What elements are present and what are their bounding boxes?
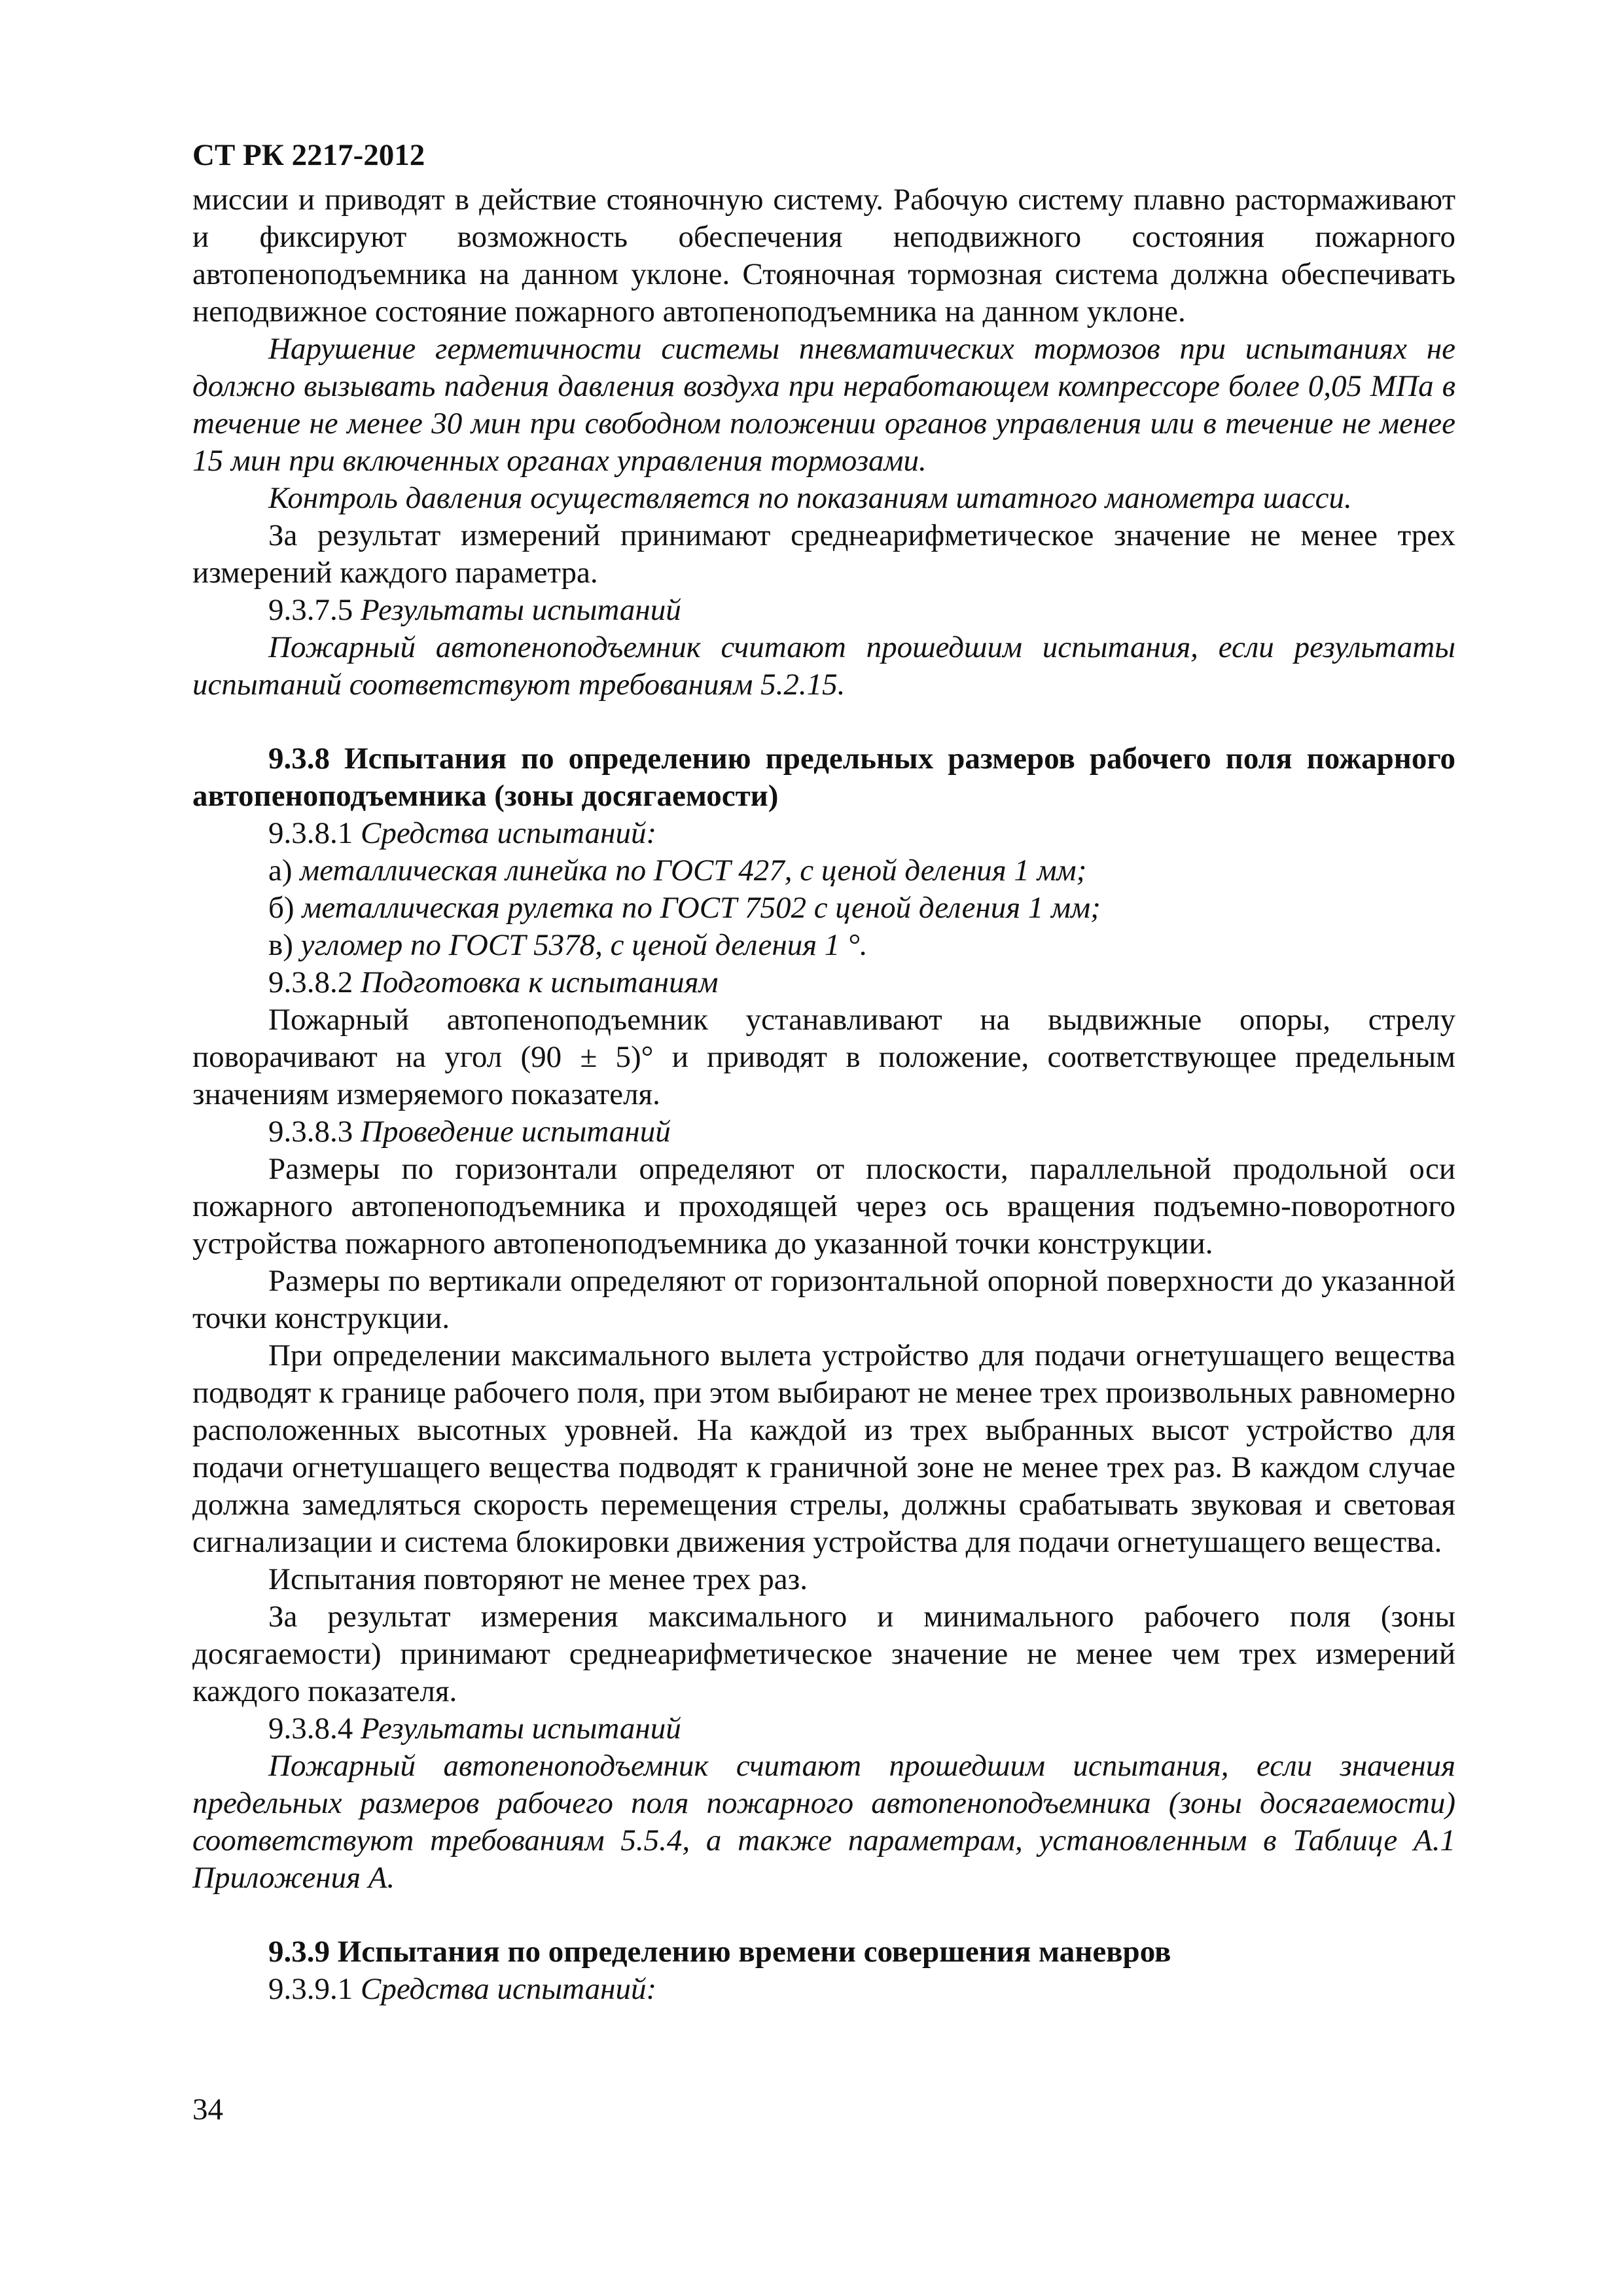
subsection-title: Подготовка к испытаниям [361, 965, 719, 999]
document-page [192, 134, 1455, 2008]
list-marker: б) [268, 891, 302, 925]
paragraph-max-reach: При определении максимального вылета устройство для подачи огнетушащего вещества подводят к границе рабочего поля, при этом выбирают не менее трех произвольных равномерно расположенных высотных уровней. На каждой из трех выбранных высот устройство для подачи огнетушащего вещества подводят к граничной зоне не менее трех раз. В каждом случае должна замедляться скорость перемещения стрелы, должны срабатывать звуковая и световая сигнализации и система блокировки движения устройства для подачи огнетушащего вещества. [192, 1338, 1455, 1559]
subsection-number: 9.3.8.4 [268, 1712, 361, 1746]
subsection-number: 9.3.8.1 [268, 816, 361, 850]
paragraph-vertical-dimensions: Размеры по вертикали определяют от горизонтальной опорной поверхности до указанной точки конструкции. [192, 1264, 1455, 1335]
paragraph-test-results-9-3-8-4: Пожарный автопеноподъемник считают прошедшим испытания, если значения предельных размеров рабочего поля пожарного автопеноподъемника (зоны досягаемости) соответствуют требованиям 5.5.4, а также параметрам, установленным в Таблице А.1 Приложения А. [192, 1749, 1455, 1895]
subsection-number: 9.3.9.1 [268, 1972, 361, 2006]
subsection-9-3-8-2 [192, 964, 1455, 1001]
paragraph-repeat-tests: Испытания повторяют не менее трех раз. [268, 1562, 808, 1596]
subsection-title: Результаты испытаний [361, 1712, 681, 1746]
list-item-a [192, 852, 1455, 889]
paragraph-working-field-result: За результат измерения максимального и минимального рабочего поля (зоны досягаемости) принимают среднеарифметическое значение не менее чем трех измерений каждого показателя. [192, 1600, 1455, 1708]
list-item-text: металлическая рулетка по ГОСТ 7502 с ценой деления 1 мм; [302, 891, 1101, 925]
paragraph-measurement-result: За результат измерений принимают среднеарифметическое значение не менее трех измерений каждого параметра. [192, 518, 1455, 590]
subsection-number: 9.3.8.2 [268, 965, 361, 999]
subsection-9-3-8-4 [192, 1710, 1455, 1748]
subsection-number: 9.3.8.3 [268, 1115, 361, 1149]
subsection-9-3-8-1 [192, 815, 1455, 852]
list-item-v [192, 927, 1455, 964]
list-marker: в) [268, 928, 301, 962]
subsection-9-3-9-1 [192, 1971, 1455, 2008]
paragraph-brake-leak-requirement: Нарушение герметичности системы пневматических тормозов при испытаниях не должно вызывать падения давления воздуха при неработающем компрессоре более 0,05 МПа в течение не менее 30 мин при свободном положении органов управления или в течение не менее 15 мин при включенных органах управления тормозами. [192, 332, 1455, 478]
section-heading-9-3-9: 9.3.9 Испытания по определению времени совершения маневров [268, 1935, 1171, 1969]
subsection-title: Результаты испытаний [361, 593, 681, 627]
document-code-header: СТ РК 2217-2012 [192, 138, 425, 172]
list-item-b [192, 889, 1455, 927]
page-number: 34 [192, 2092, 223, 2126]
paragraph-horizontal-dimensions: Размеры по горизонтали определяют от плоскости, параллельной продольной оси пожарного автопеноподъемника и проходящей через ось вращения подъемно-поворотного устройства пожарного автопеноподъемника до указанной точки конструкции. [192, 1152, 1455, 1261]
subsection-9-3-8-3 [192, 1113, 1455, 1151]
paragraph-continuation: миссии и приводят в действие стояночную систему. Рабочую систему плавно растормаживают и фиксируют возможность обеспечения неподвижного состояния пожарного автопеноподъемника на данном уклоне. Стояночная тормозная система должна обеспечивать неподвижное состояние пожарного автопеноподъемника на данном уклоне. [192, 183, 1455, 329]
section-spacer [192, 704, 1455, 740]
subsection-9-3-7-5 [192, 592, 1455, 629]
section-spacer [192, 1897, 1455, 1933]
list-marker: а) [268, 853, 300, 888]
list-item-text: угломер по ГОСТ 5378, с ценой деления 1 °. [300, 928, 868, 962]
subsection-title: Проведение испытаний [361, 1115, 671, 1149]
paragraph-pressure-control: Контроль давления осуществляется по показаниям штатного манометра шасси. [268, 481, 1352, 515]
paragraph-preparation: Пожарный автопеноподъемник устанавливают на выдвижные опоры, стрелу поворачивают на угол (90 ± 5)° и приводят в положение, соответствующее предельным значениям измеряемого показателя. [192, 1003, 1455, 1111]
section-heading-9-3-8: 9.3.8 Испытания по определению предельных размеров рабочего поля пожарного автопеноподъемника (зоны досягаемости) [192, 742, 1455, 813]
list-item-text: металлическая линейка по ГОСТ 427, с ценой деления 1 мм; [300, 853, 1087, 888]
paragraph-test-results-9-3-7-5: Пожарный автопеноподъемник считают прошедшим испытания, если результаты испытаний соответствуют требованиям 5.2.15. [192, 630, 1455, 702]
subsection-title: Средства испытаний: [361, 1972, 657, 2006]
subsection-number: 9.3.7.5 [268, 593, 361, 627]
subsection-title: Средства испытаний: [361, 816, 657, 850]
